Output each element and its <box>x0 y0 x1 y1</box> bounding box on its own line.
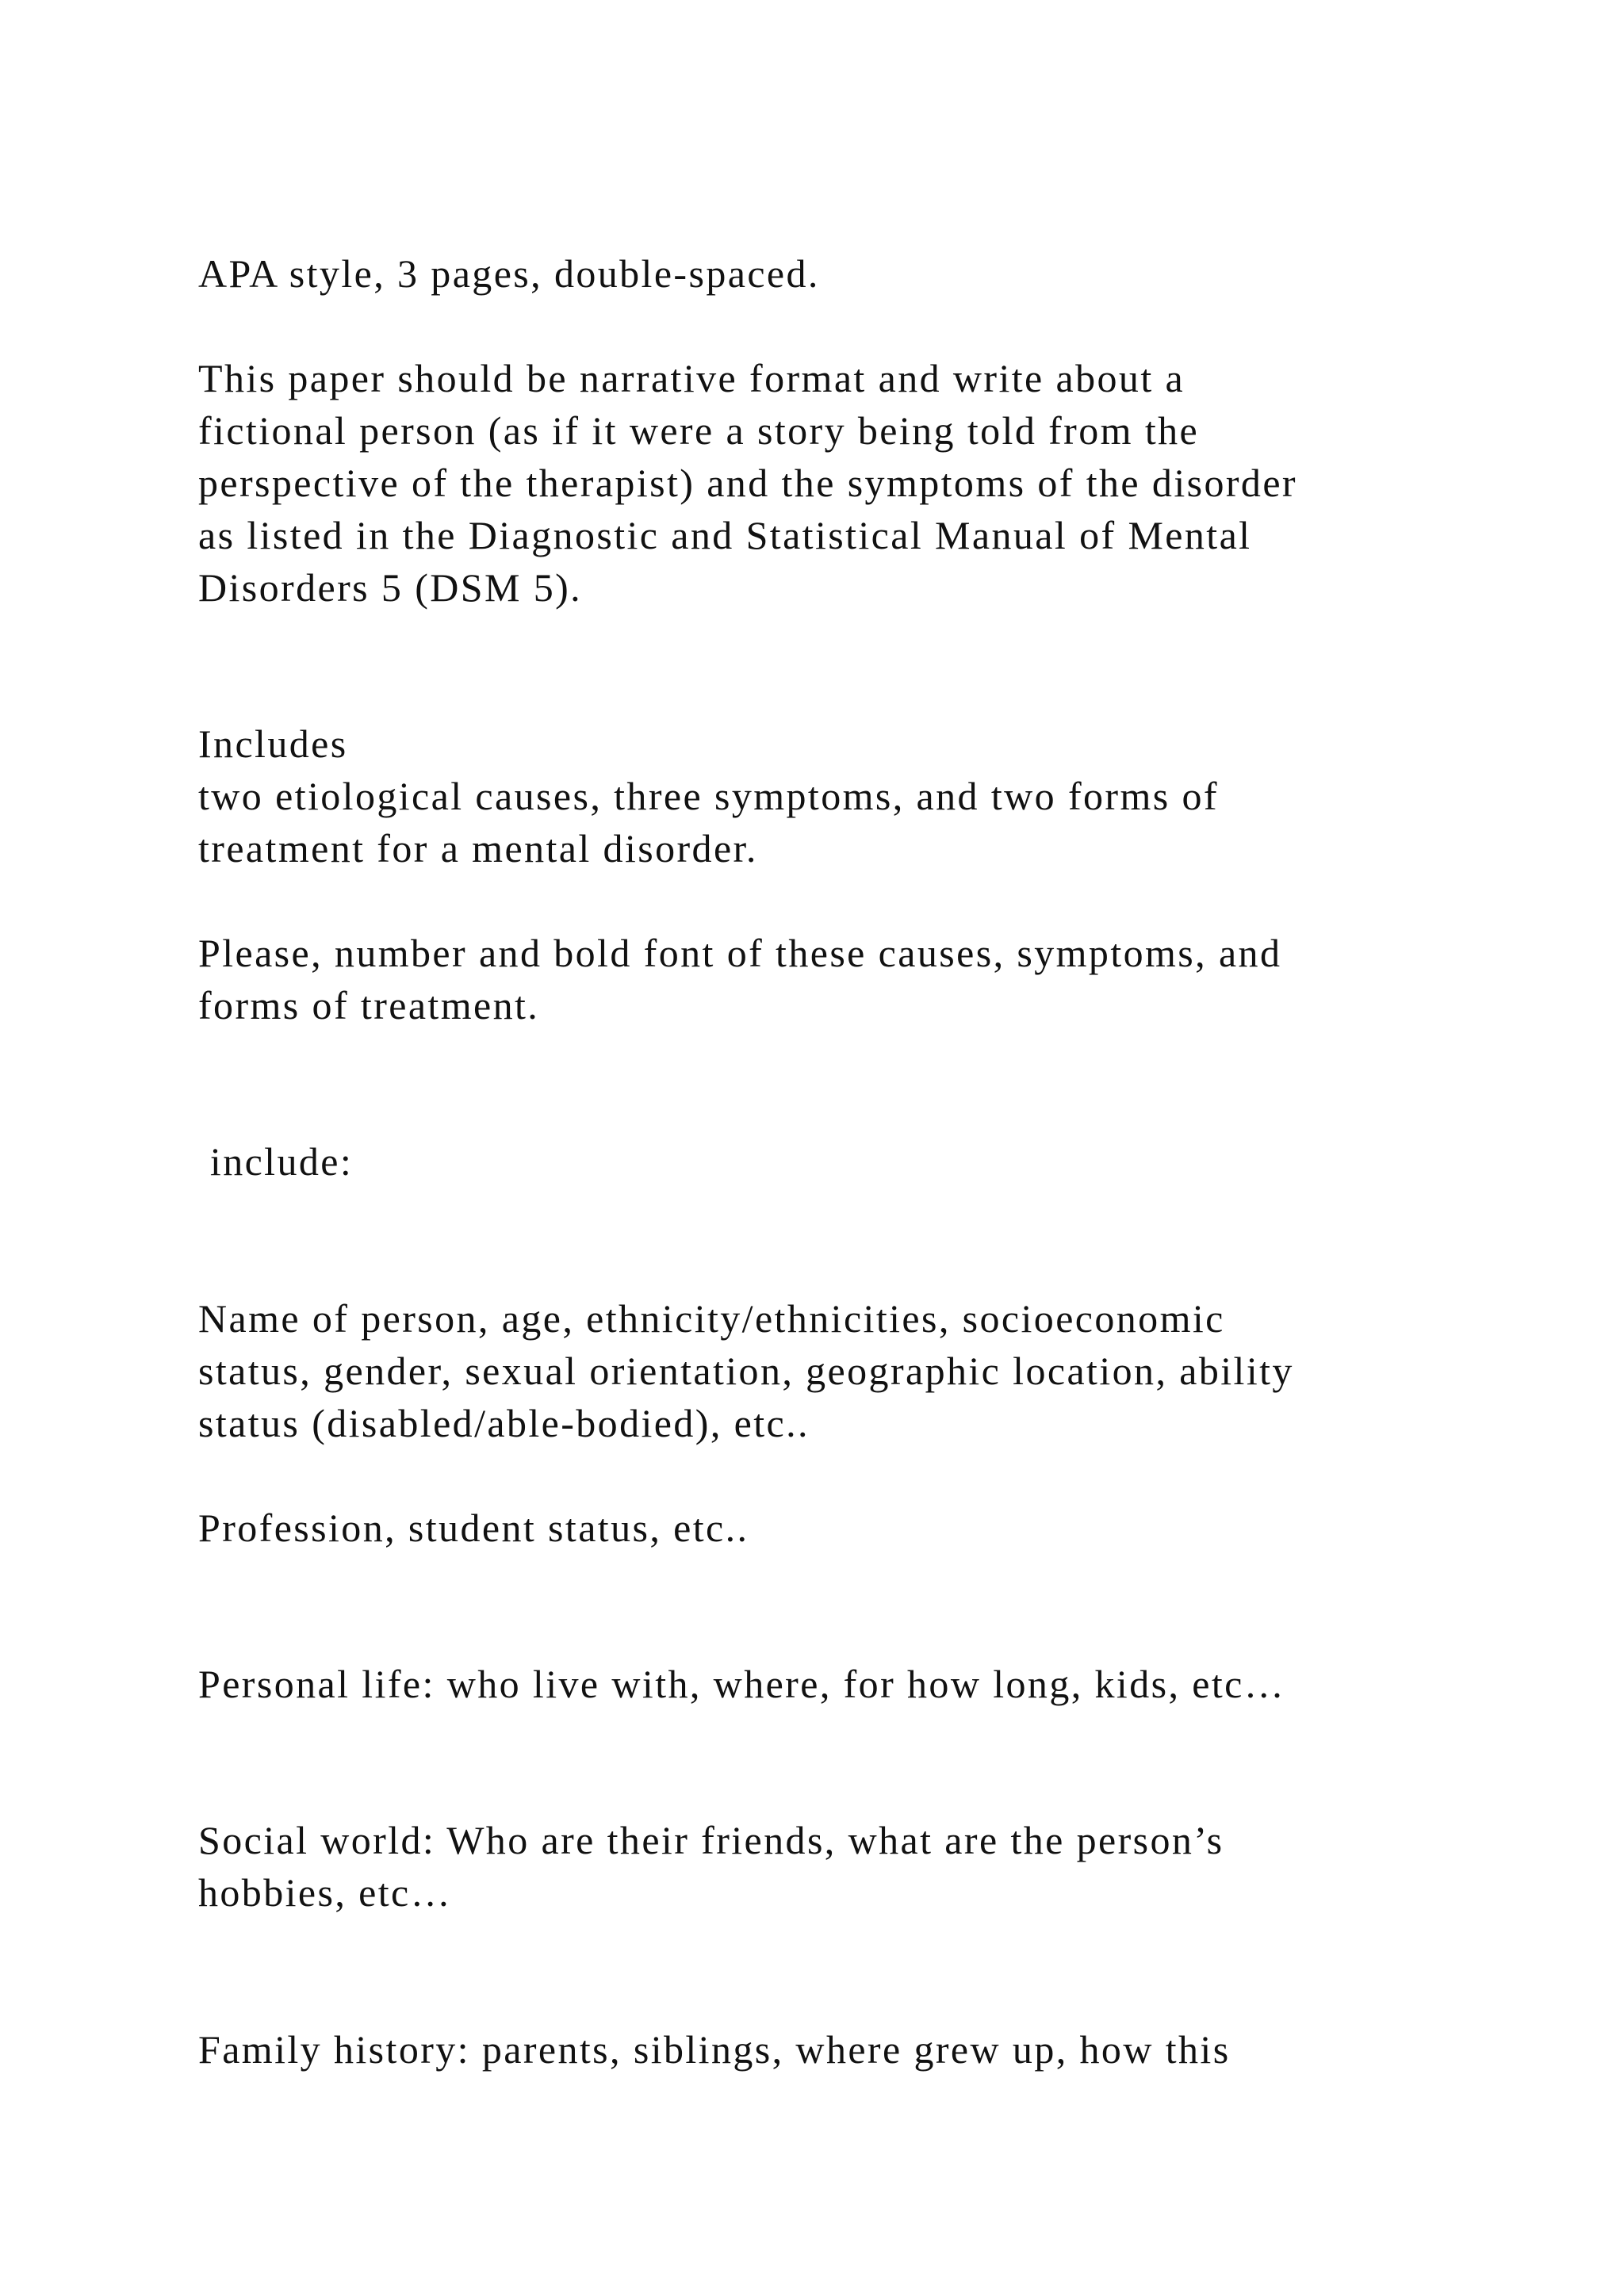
text-line: Includes <box>198 721 348 766</box>
text-line: as listed in the Diagnostic and Statistical Manual of Mental <box>198 513 1252 557</box>
text-line: Please, number and bold font of these causes, symptoms, and <box>198 931 1282 975</box>
text-line: fictional person (as if it were a story being told from the <box>198 408 1200 453</box>
text-line: perspective of the therapist) and the symptoms of the disorder <box>198 461 1297 505</box>
text-line: Social world: Who are their friends, what are the person’s <box>198 1818 1224 1862</box>
text-line: Name of person, age, ethnicity/ethnicities, socioeconomic <box>198 1296 1225 1341</box>
text-line: Disorders 5 (DSM 5). <box>198 565 583 610</box>
text-line: hobbies, etc… <box>198 1870 453 1915</box>
text-line: Profession, student status, etc.. <box>198 1506 749 1550</box>
text-line: two etiological causes, three symptoms, and two forms of <box>198 774 1219 818</box>
text-line: forms of treatment. <box>198 983 540 1027</box>
text-line: Family history: parents, siblings, where grew up, how this <box>198 2027 1231 2072</box>
text-line: treatment for a mental disorder. <box>198 826 758 871</box>
text-line: Personal life: who live with, where, for how long, kids, etc… <box>198 1662 1286 1706</box>
text-line: status, gender, sexual orientation, geographic location, ability <box>198 1349 1294 1393</box>
text-line: include: <box>198 1139 354 1184</box>
text-line: This paper should be narrative format and write about a <box>198 356 1185 400</box>
text-line: status (disabled/able-bodied), etc.. <box>198 1401 810 1445</box>
text-line: APA style, 3 pages, double-spaced. <box>198 251 820 296</box>
